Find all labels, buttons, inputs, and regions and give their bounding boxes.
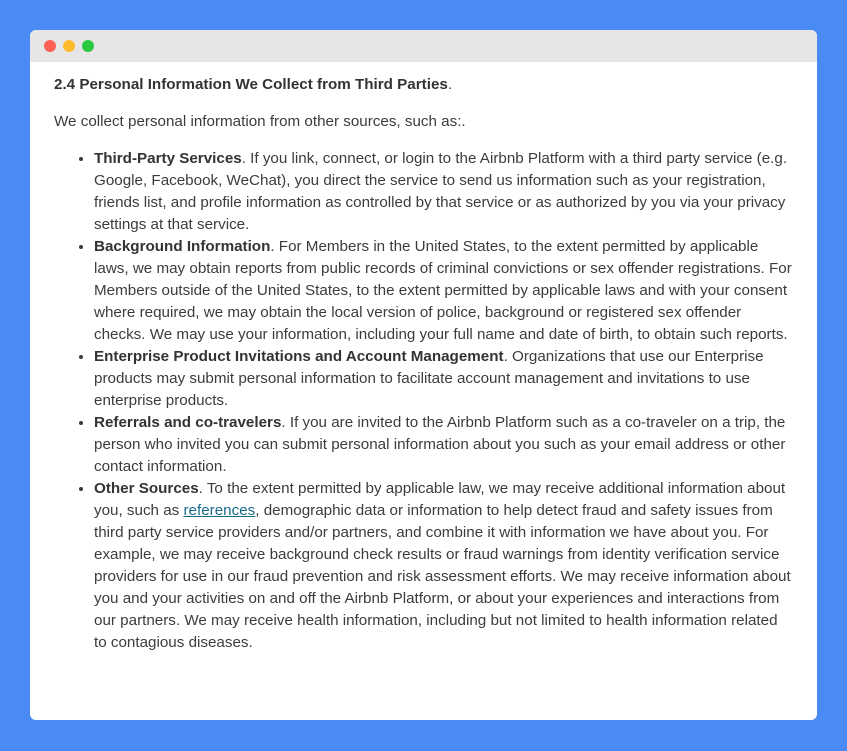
item-text: . If you are invited to the Airbnb Platform such as a co-traveler on a trip, the person who invited you can submit personal information about you such as your email address or other contact information. <box>94 414 786 475</box>
list-item-other-sources <box>94 478 793 654</box>
minimize-window-icon[interactable] <box>63 40 75 52</box>
item-text: . Organizations that use our Enterprise products may submit personal information to facilitate account management and invitations to use enterprise products. <box>94 348 764 409</box>
section-intro: We collect personal information from other sources, such as:. <box>54 113 466 130</box>
list-item-referrals <box>94 412 793 478</box>
close-window-icon[interactable] <box>44 40 56 52</box>
item-text: . If you link, connect, or login to the Airbnb Platform with a third party service (e.g. Google, Facebook, WeChat), you direct the service to send us information such as your registration, friends list, and profile information as controlled by that service or as authorized by you via your privacy settings at that service. <box>94 150 788 233</box>
references-link[interactable]: references <box>183 502 256 519</box>
list-item-enterprise-product <box>94 346 793 412</box>
section-heading-period: . <box>447 76 453 93</box>
sources-list <box>54 148 793 654</box>
list-item-third-party-services <box>94 148 793 236</box>
item-text-after: , demographic data or information to help detect fraud and safety issues from third party service providers and/or partners, and combine it with information we have about you. For example, we may receive background check results or fraud warnings from identity verification service providers for use in our fraud prevention and risk assessment efforts. We may receive information about you and your activities on and off the Airbnb Platform, or about your experiences and interactions from our partners. We may receive health information, including but not limited to health information related to contagious diseases. <box>94 502 791 651</box>
item-title: Other Sources <box>94 480 199 497</box>
item-title: Enterprise Product Invitations and Account Management <box>94 348 504 365</box>
window-titlebar <box>30 30 817 62</box>
section-heading <box>54 74 793 96</box>
item-title: Background Information <box>94 238 271 255</box>
item-text-before: . To the extent permitted by applicable law, we may receive additional information about you, such as <box>94 480 786 519</box>
document-content <box>30 62 817 654</box>
item-text: . For Members in the United States, to the extent permitted by applicable laws, we may obtain reports from public records of criminal convictions or sex offender registrations. For Members outside of the United States, to the extent permitted by applicable laws and with your consent where required, we may obtain the local version of police, background or registered sex offender checks. We may use your information, including your full name and date of birth, to obtain such reports. <box>94 238 792 343</box>
browser-window <box>30 30 817 720</box>
maximize-window-icon[interactable] <box>82 40 94 52</box>
list-item-background-information <box>94 236 793 346</box>
item-title: Third-Party Services <box>94 150 242 167</box>
item-title: Referrals and co-travelers <box>94 414 282 431</box>
section-heading-text: 2.4 Personal Information We Collect from Third Parties <box>54 76 448 93</box>
